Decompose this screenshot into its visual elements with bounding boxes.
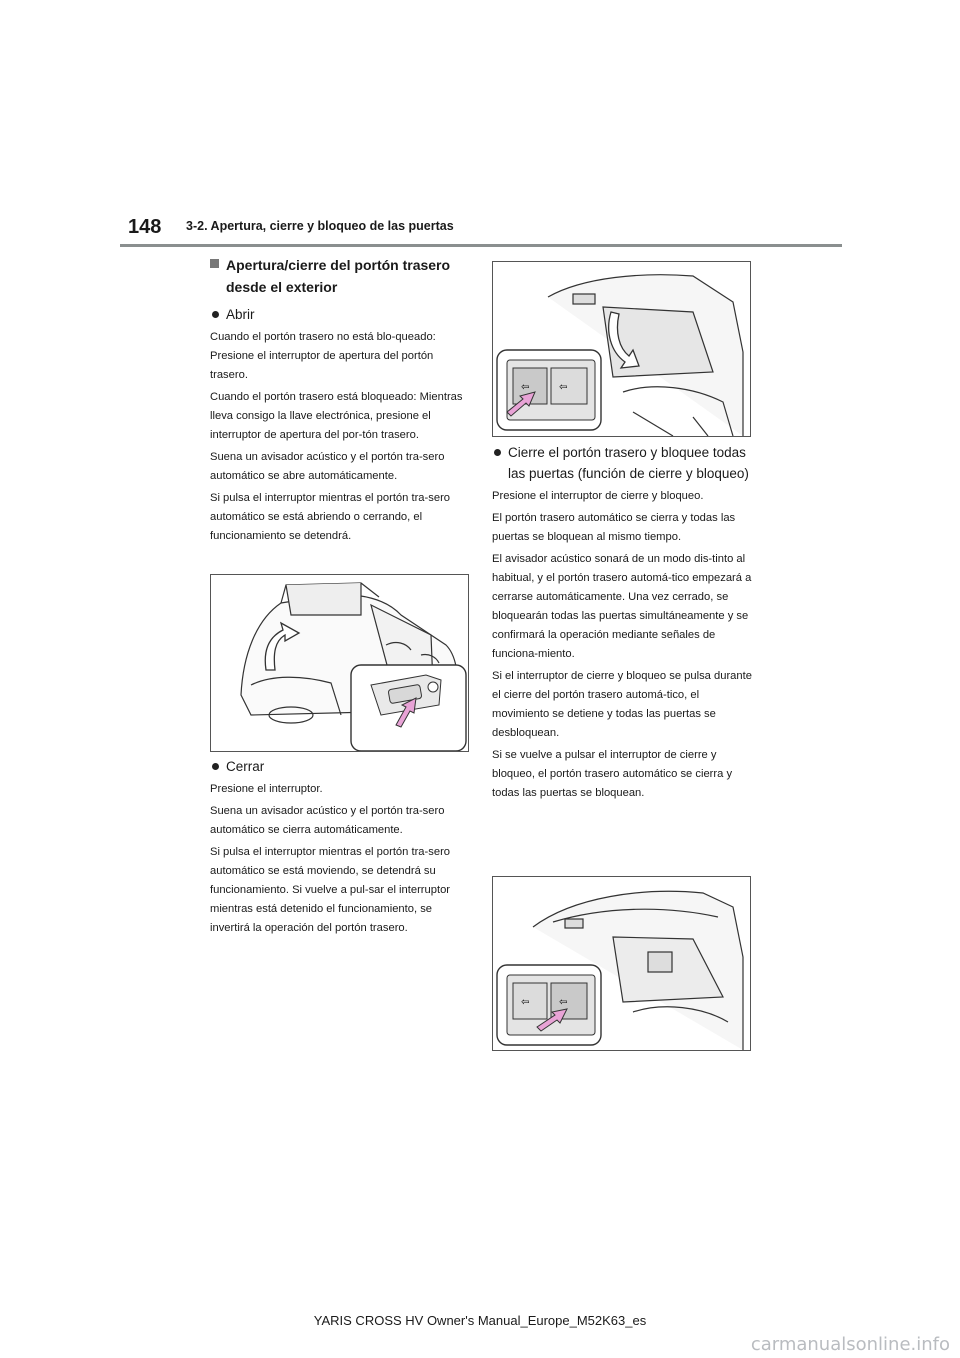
section-heading <box>210 254 472 298</box>
paragraph: Suena un avisador acústico y el portón tra-sero automático se abre automáticamente. <box>210 451 445 482</box>
figure-close-switch <box>492 261 751 437</box>
car-rear-open-illustration <box>211 575 468 751</box>
bullet-close <box>210 756 472 777</box>
paragraph: Cuando el portón trasero no está blo-queado: Presione el interruptor de apertura del portón trasero. <box>210 331 436 381</box>
tailgate-close-illustration <box>493 262 750 436</box>
bullet-dot-icon <box>212 763 219 770</box>
figure-open-tailgate <box>210 574 469 752</box>
bullet-dot-icon <box>212 311 219 318</box>
section-heading-text: Apertura/cierre del portón trasero desde el exterior <box>226 257 451 295</box>
paragraph: El portón trasero automático se cierra y todas las puertas se bloquean al mismo tiempo. <box>492 512 736 543</box>
paragraph: El avisador acústico sonará de un modo dis-tinto al habitual, y el portón trasero automá-tico empezará a cerrarse automáticamente. Una vez cerrado, se bloquearán todas las puertas simultáneamente y se confirmará la operación mediante señales de funciona-miento. <box>492 553 752 660</box>
paragraph: Cuando el portón trasero está bloqueado: Mientras lleva consigo la llave electrónica, presione el interruptor de apertura del por-tón trasero. <box>210 391 463 441</box>
square-bullet-icon <box>210 259 219 268</box>
paragraph: Presione el interruptor. <box>210 783 323 795</box>
bullet-dot-icon <box>494 449 501 456</box>
figure-lock-switch <box>492 876 751 1051</box>
left-column <box>210 254 472 549</box>
watermark[interactable]: carmanualsonline.info <box>750 1334 950 1355</box>
svg-text:⇦: ⇦ <box>559 997 568 1008</box>
header-rule <box>120 244 842 247</box>
left-column-close <box>210 752 472 941</box>
paragraph: Suena un avisador acústico y el portón tra-sero automático se cierra automáticamente. <box>210 805 445 836</box>
paragraph: Si se vuelve a pulsar el interruptor de cierre y bloqueo, el portón trasero automático se cierra y todas las puertas se bloquean. <box>492 749 733 799</box>
paragraph: Si el interruptor de cierre y bloqueo se pulsa durante el cierre del portón trasero automá-tico, el movimiento se detiene y todas las puertas se desbloquean. <box>492 670 752 739</box>
paragraph: Si pulsa el interruptor mientras el portón tra-sero automático se está moviendo, se detendrá su funcionamiento. Si vuelve a pul-sar el interruptor mientras está detenido el funcionamiento, se invertirá la operación del portón trasero. <box>210 846 451 934</box>
svg-text:⇦: ⇦ <box>521 382 530 393</box>
paragraph: Si pulsa el interruptor mientras el portón tra-sero automático se está abriendo o cerrando, el funcionamiento se detendrá. <box>210 492 451 542</box>
right-column <box>492 438 754 806</box>
bullet-lock <box>492 442 754 484</box>
svg-text:⇦: ⇦ <box>559 382 568 393</box>
tailgate-lock-illustration <box>493 877 750 1050</box>
bullet-close-label: Cerrar <box>226 759 265 774</box>
paragraph: Presione el interruptor de cierre y bloqueo. <box>492 490 704 502</box>
bullet-lock-label: Cierre el portón trasero y bloquee todas las puertas (función de cierre y bloqueo) <box>508 445 749 481</box>
section-title: 3-2. Apertura, cierre y bloqueo de las puertas <box>186 219 454 233</box>
footer: YARIS CROSS HV Owner's Manual_Europe_M52K63_es <box>313 1313 647 1328</box>
svg-text:⇦: ⇦ <box>521 997 530 1008</box>
page-number: 148 <box>128 216 162 238</box>
bullet-open <box>210 304 472 325</box>
bullet-open-label: Abrir <box>226 307 255 322</box>
